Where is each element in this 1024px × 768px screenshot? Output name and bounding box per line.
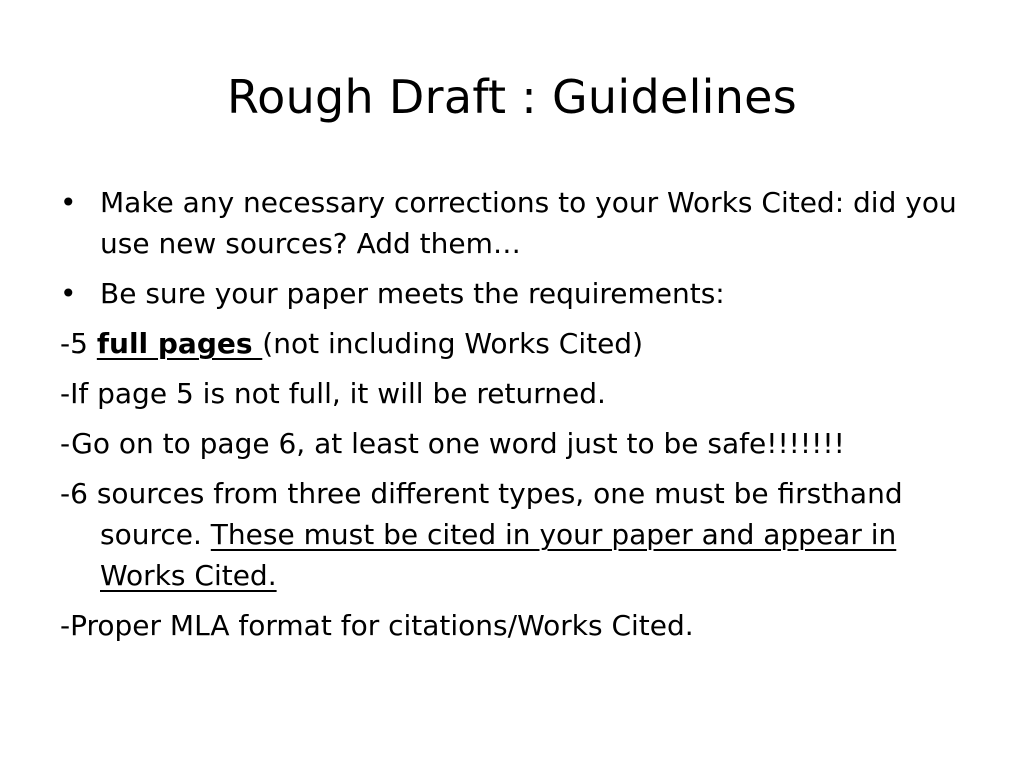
bullet-text: Be sure your paper meets the requirements: (100, 277, 725, 310)
slide-body (60, 182, 980, 655)
bullet-item-requirements (60, 273, 980, 314)
bullet-item-works-cited (60, 182, 980, 264)
requirement-pages-prefix: -5 (60, 327, 97, 360)
requirement-page6: -Go on to page 6, at least one word just to be safe!!!!!!! (60, 427, 845, 460)
slide-title: Rough Draft : Guidelines (226, 70, 798, 124)
requirement-mla: -Proper MLA format for citations/Works Cited. (60, 609, 694, 642)
requirement-sources-underlined: These must be cited in your paper and appear in Works Cited. (100, 518, 897, 592)
requirement-sources (60, 473, 980, 596)
requirement-pages-emphasis: full pages (96, 327, 263, 360)
requirement-pages (60, 323, 980, 364)
bullet-text: Make any necessary corrections to your Works Cited: did you use new sources? Add them… (100, 186, 957, 260)
requirement-pages-suffix: (not including Works Cited) (262, 327, 644, 360)
requirement-sources-prefix: -6 sources from three different types, one must be firsthand source. (60, 477, 903, 551)
bullet-icon: • (60, 277, 77, 310)
bullet-icon: • (60, 186, 77, 219)
requirement-page5: -If page 5 is not full, it will be returned. (60, 377, 606, 410)
